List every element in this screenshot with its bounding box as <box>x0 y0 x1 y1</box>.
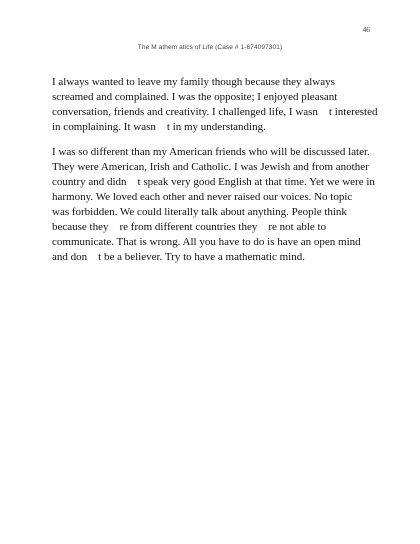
text-line: screamed and complained. I was the opposite; I enjoyed pleasant <box>52 91 338 103</box>
text-line: I was so different than my American friends who will be discussed later. <box>52 146 370 158</box>
body-text <box>52 75 382 275</box>
text-line: in complaining. It wasn t in my understanding. <box>52 121 266 133</box>
text-line: and don t be a believer. Try to have a mathematic mind. <box>52 251 305 263</box>
text-line: communicate. That is wrong. All you have to do is have an open mind <box>52 236 361 248</box>
paragraph-2 <box>52 145 382 265</box>
text-line: conversation, friends and creativity. I challenged life, I wasn t interested <box>52 106 378 118</box>
text-line: I always wanted to leave my family though because they always <box>52 76 335 88</box>
text-line: country and didn t speak very good English at that time. Yet we were in <box>52 176 375 188</box>
text-line: because they re from different countries they re not able to <box>52 221 327 233</box>
page-number: 46 <box>362 25 370 34</box>
text-line: harmony. We loved each other and never raised our voices. No topic <box>52 191 353 203</box>
text-line: was forbidden. We could literally talk about anything. People think <box>52 206 347 218</box>
running-header: The M athem atics of Life (Case # 1-674097301) <box>137 44 283 51</box>
paragraph-1 <box>52 75 382 135</box>
text-line: They were American, Irish and Catholic. I was Jewish and from another <box>52 161 369 173</box>
